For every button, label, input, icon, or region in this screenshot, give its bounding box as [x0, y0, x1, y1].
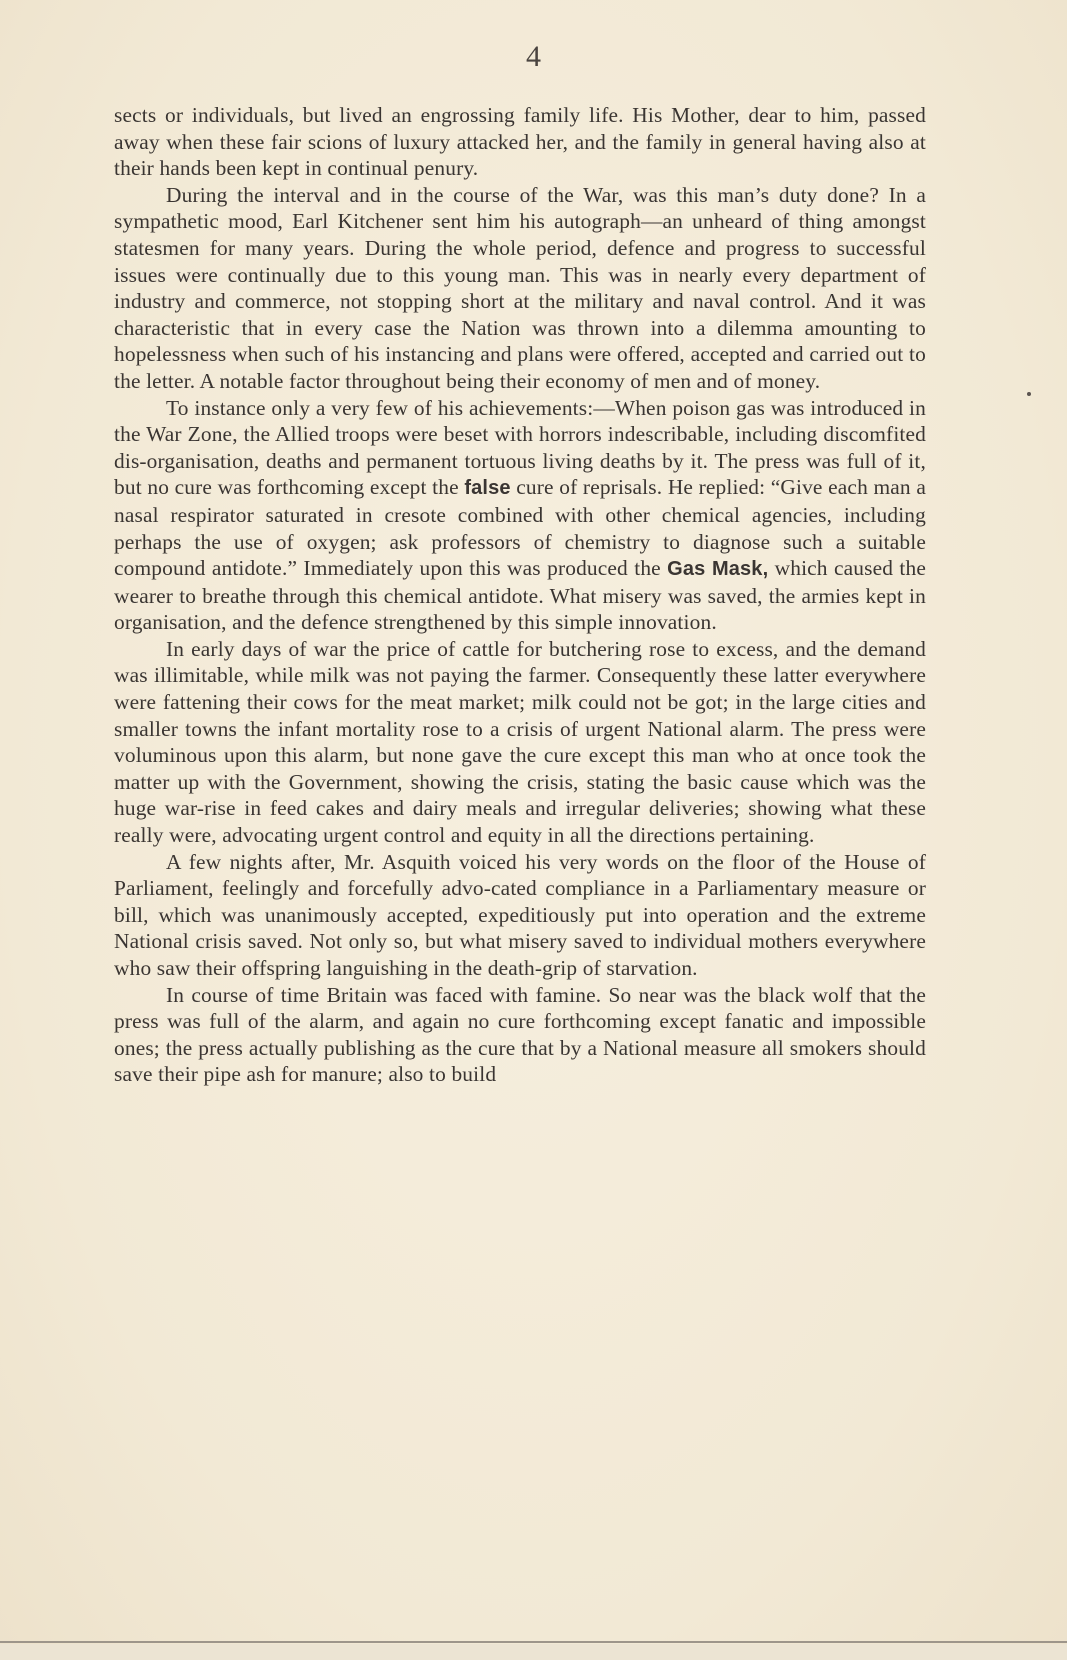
emphasis-gas-mask: Gas Mask,: [667, 558, 769, 581]
page-edge-line: [0, 1641, 1067, 1643]
page-edge-strip: [0, 1644, 1067, 1660]
paragraph-3-part-3: which caused the wearer to breathe through this chemical antidote. What misery was saved, the armies kept in organisation, and the defence strengthened by this simple innovation.: [114, 556, 927, 635]
paragraph-6: In course of time Britain was faced with famine. So near was the black wolf that the press was full of the alarm, and again no cure forthcoming except fanatic and impossible ones; the press actually publishing as the cure that by a National measure all smokers should save their pipe ash for manure; also to build: [114, 982, 926, 1087]
paragraph-3-part-2: cure of reprisals. He replied: “Give each man a nasal respirator saturated in cresote combined with other chemical agencies, including perhaps the use of oxygen; ask professors of chemistry to diagnose such a suitable compound antidote.” Immediately upon this was produced the: [114, 475, 926, 581]
paragraph-3: [114, 395, 926, 636]
page-number: 4: [526, 40, 541, 73]
paragraph-2: During the interval and in the course of the War, was this man’s duty done? In a sympathetic mood, Earl Kitchener sent him his autograph—an unheard of thing amongst statesmen for many years. During the whole period, defence and progress to successful issues were continually due to this young man. This was in nearly every department of industry and commerce, not stopping short at the military and naval control. And it was characteristic that in every case the Nation was thrown into a dilemma amounting to hopelessness when such of his instancing and plans were offered, accepted and carried out to the letter. A notable factor throughout being their economy of men and of money.: [114, 182, 926, 393]
body-text: [114, 102, 926, 1088]
paragraph-3-part-1: To instance only a very few of his achievements:—When poison gas was introduced in the War Zone, the Allied troops were beset with horrors indescribable, including discomfited dis-organisation, deaths and permanent tortuous living deaths by it. The press was full of it, but no cure was forthcoming except the: [114, 395, 926, 500]
emphasis-false: false: [464, 477, 511, 500]
paragraph-1: sects or individuals, but lived an engrossing family life. His Mother, dear to him, passed away when these fair scions of luxury attacked her, and the family in general having also at their hands been kept in continual penury.: [114, 103, 926, 181]
paragraph-4: In early days of war the price of cattle for butchering rose to excess, and the demand was illimitable, while milk was not paying the farmer. Consequently these latter everywhere were fattening their cows for the meat market; milk could not be got; in the large cities and smaller towns the infant mortality rose to a crisis of urgent National alarm. The press were voluminous upon this alarm, but none gave the cure except this man who at once took the matter up with the Government, showing the crisis, stating the basic cause which was the huge war-rise in feed cakes and dairy meals and irregular deliveries; showing what these really were, advocating urgent control and equity in all the directions pertaining.: [114, 636, 926, 848]
paper-speck: [1027, 392, 1031, 396]
paragraph-5: A few nights after, Mr. Asquith voiced his very words on the floor of the House of Parliament, feelingly and forcefully advo-cated compliance in a Parliamentary measure or bill, which was unanimously accepted, expeditiously put into operation and the extreme National crisis saved. Not only so, but what misery saved to individual mothers everywhere who saw their offspring languishing in the death-grip of starvation.: [114, 849, 926, 980]
